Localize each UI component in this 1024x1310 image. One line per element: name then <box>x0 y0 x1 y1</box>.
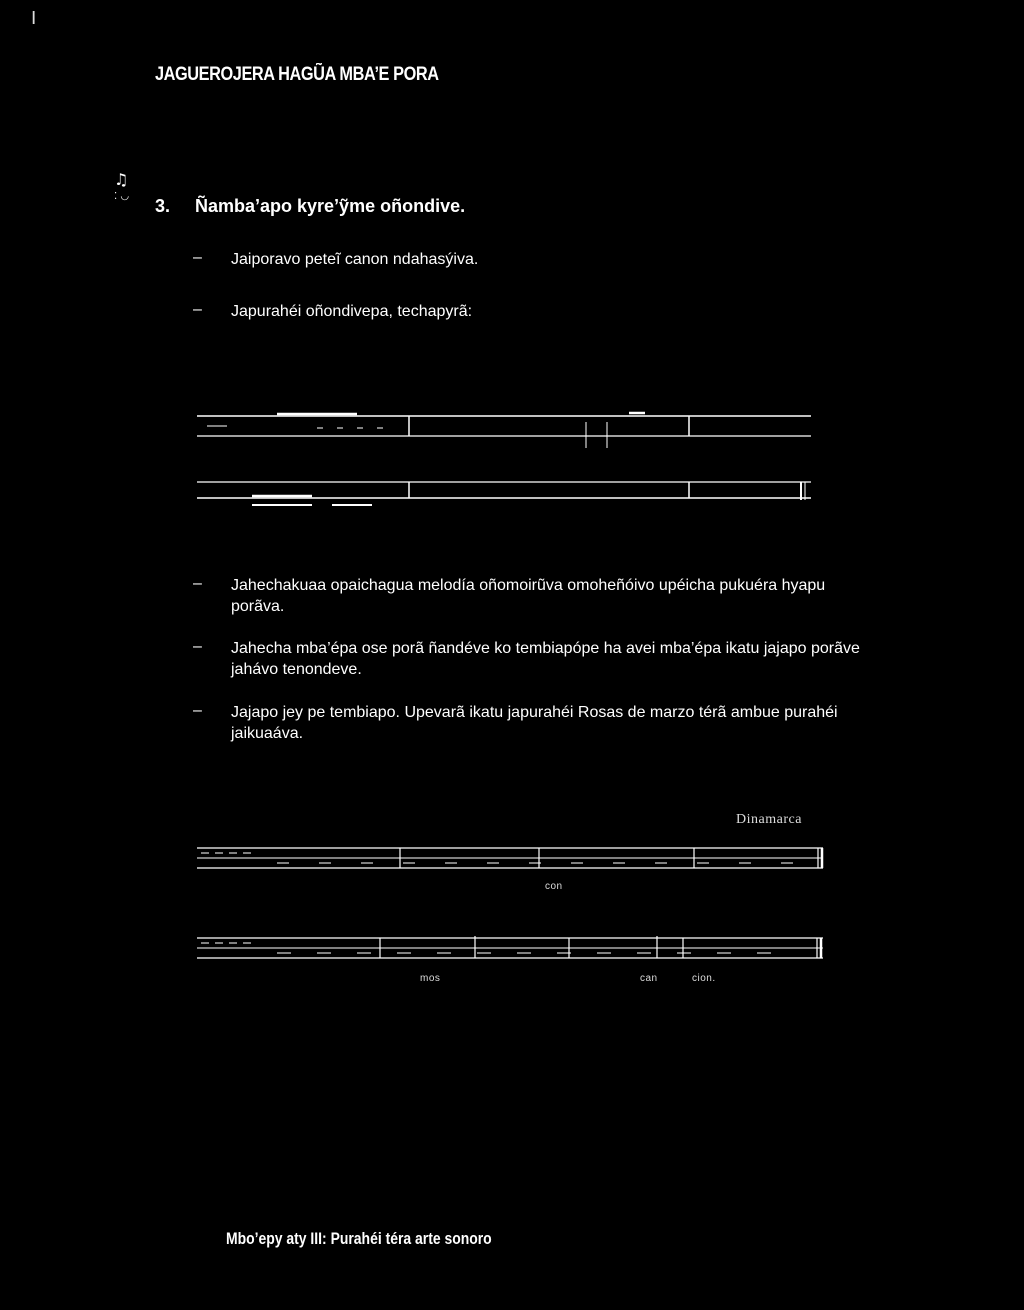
instruction-item: Jahecha mba’épa ose porã ñandéve ko tembiapópe ha avei mba’épa ikatu jajapo porãve jahávo tenondeve. <box>231 640 860 678</box>
bullet-marker: – <box>193 638 202 655</box>
lyric-syllable: con <box>545 881 563 892</box>
corner-mark: I <box>31 8 37 29</box>
instruction-item: Jajapo jey pe tembiapo. Upevarã ikatu japurahéi Rosas de marzo térã ambue purahéi jaikuaáva. <box>231 704 838 742</box>
music-staff-example-1 <box>197 408 811 448</box>
music-staff-example-2 <box>197 478 811 510</box>
page-footer-title: Mbo’epy aty III: Purahéi téra arte sonoro <box>226 1229 492 1248</box>
music-note-icon: ♫ ⁚ ◡ <box>114 170 130 202</box>
lyric-syllable: can <box>640 973 658 984</box>
lyric-syllable: cion. <box>692 973 716 984</box>
score-staff-2 <box>197 932 827 964</box>
bullet-marker: – <box>193 301 202 318</box>
score-attribution: Dinamarca <box>736 812 802 827</box>
score-staff-1 <box>197 842 825 874</box>
section-number: 3. <box>155 196 171 216</box>
section-title: Ñamba’apo kyre’ỹme oñondive. <box>195 196 466 216</box>
bullet-marker: – <box>193 249 202 266</box>
lyric-syllable: mos <box>420 973 441 984</box>
bullet-marker: – <box>193 702 202 719</box>
instruction-item: Japurahéi oñondivepa, techapyrã: <box>231 303 473 320</box>
bullet-marker: – <box>193 575 202 592</box>
instruction-item: Jahechakuaa opaichagua melodía oñomoirũva omoheñóivo upéicha pukuéra hyapu porãva. <box>231 577 826 615</box>
instruction-item: Jaiporavo peteĩ canon ndahasýiva. <box>231 251 479 268</box>
page-header-title: JAGUEROJERA HAGŨA MBA’E PORA <box>155 64 439 85</box>
